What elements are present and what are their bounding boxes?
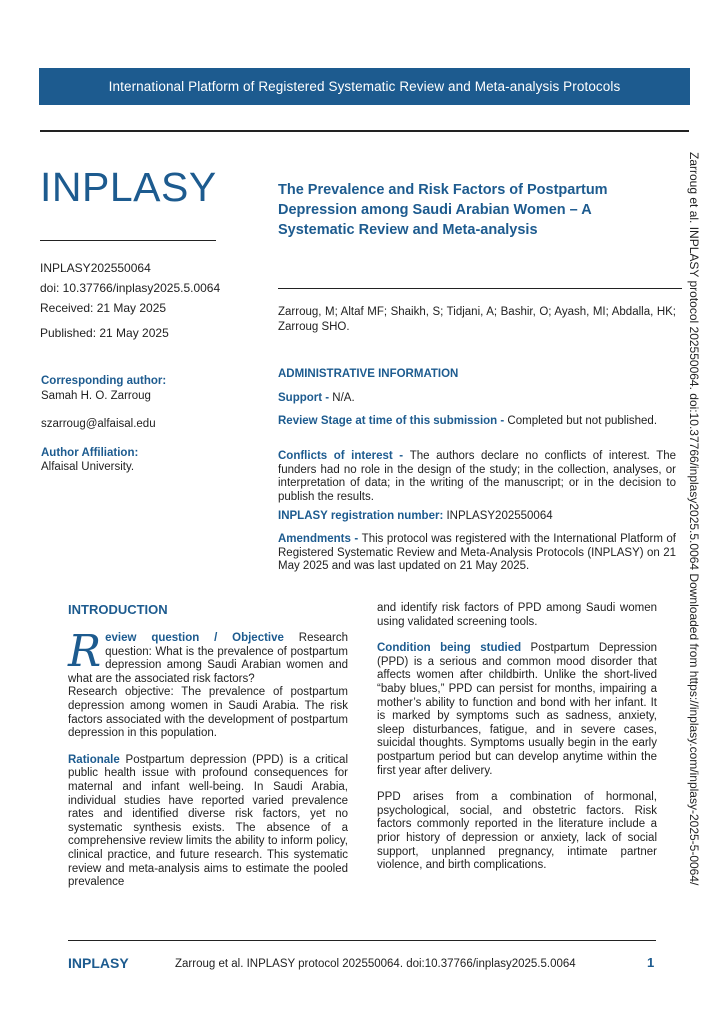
admin-heading: ADMINISTRATIVE INFORMATION <box>278 368 459 380</box>
review-question-label: eview question / Objective <box>105 632 284 644</box>
drop-cap: R <box>68 626 102 677</box>
amendments-value: This protocol was registered with the International Platform of Registered Systematic Review and Meta-Analysis Protocols (INPLASY) on 21 May 2025 and was last updated on 21 May 2025. <box>278 533 676 572</box>
support-label: Support - <box>278 392 333 404</box>
right-column <box>377 602 657 873</box>
amendments-label: Amendments - <box>278 533 362 545</box>
brand-rule <box>40 240 216 241</box>
top-rule <box>40 130 689 132</box>
condition-label: Condition being studied <box>377 642 522 655</box>
rationale-paragraph <box>68 754 348 890</box>
support-value: N/A. <box>332 392 355 404</box>
title-rule <box>278 288 682 289</box>
inplasy-logo: INPLASY <box>40 164 217 210</box>
corresponding-author-name: Samah H. O. Zarroug <box>41 390 151 402</box>
conflicts-label: Conflicts of interest - <box>278 450 410 462</box>
doi-link[interactable]: doi: 10.37766/inplasy2025.5.0064 <box>40 281 221 295</box>
amendments-info <box>278 533 676 574</box>
author-list: Zarroug, M; Altaf MF; Shaikh, S; Tidjani, A; Bashir, O; Ayash, MI; Abdalla, HK; Zarroug SHO. <box>278 306 676 333</box>
introduction-heading: INTRODUCTION <box>68 602 168 617</box>
footer-rule <box>68 940 656 941</box>
author-email[interactable]: szarroug@alfaisal.edu <box>41 418 156 430</box>
conflicts-info <box>278 450 676 504</box>
side-download-note: Zarroug et al. INPLASY protocol 202550064. doi:10.37766/inplasy2025.5.0064 Downloaded from https://inplasy.com/inplasy-2025-5-0064/ <box>687 152 701 886</box>
review-stage-value: Completed but not published. <box>507 415 658 427</box>
review-stage-info <box>278 415 676 429</box>
condition-text: Postpartum Depression (PPD) is a serious and common mood disorder that affects women after childbirth. Unlike the short-lived “baby blues,” PPD can persist for months, impairing a mother’s ability to function and bond with her infant. It is marked by symptoms such as sadness, anxiety, sleep disturbances, fatigue, and in severe cases, suicidal thoughts. Symptoms usually begin in the early postpartum period but can develop anytime within the first year after delivery. <box>377 642 657 777</box>
condition-paragraph <box>377 642 657 778</box>
rationale-text: Postpartum depression (PPD) is a critical public health issue with profound consequences for maternal and infant well-being. In Saudi Arabia, individual studies have reported varied prevalence rates and identified diverse risk factors, yet no systematic synthesis exists. The absence of a comprehensive review limits the ability to inform policy, clinical practice, and future research. This systematic review and meta-analysis aims to estimate the pooled prevalence <box>68 753 348 889</box>
conflicts-value: The authors declare no conflicts of interest. The funders had no role in the design of the study; in the collection, analyses, or interpretation of data; in the writing of the manuscript; or in the decision to publish the results. <box>278 450 677 503</box>
received-date: Received: 21 May 2025 <box>40 301 167 315</box>
review-stage-label: Review Stage at time of this submission - <box>278 415 508 427</box>
registration-number-info <box>278 510 676 524</box>
review-question-paragraph <box>68 626 348 686</box>
support-info <box>278 392 676 406</box>
paper-title: The Prevalence and Risk Factors of Postpartum Depression among Saudi Arabian Women – A Systematic Review and Meta-analysis <box>278 182 608 238</box>
published-date: Published: 21 May 2025 <box>40 326 169 340</box>
registration-number-value: INPLASY202550064 <box>446 510 553 522</box>
registration-id: INPLASY202550064 <box>40 261 151 275</box>
left-column <box>68 626 348 890</box>
rationale-continued: and identify risk factors of PPD among Saudi women using validated screening tools. <box>377 602 657 628</box>
rationale-label: Rationale <box>68 753 120 766</box>
corresponding-author-label: Corresponding author: <box>41 375 167 387</box>
affiliation-text: Alfaisal University. <box>41 461 135 473</box>
review-question-text: Research question: What is the prevalence of postpartum depression among Saudi Arabian women and what are the associated risk factors? <box>68 632 348 685</box>
causes-paragraph: PPD arises from a combination of hormonal, psychological, social, and obstetric factors. Risk factors commonly reported in the literature include a prior history of depression or anxiety, lack of social support, unplanned pregnancy, intimate partner violence, and birth complications. <box>377 791 657 872</box>
registration-number-label: INPLASY registration number: <box>278 510 447 522</box>
header-banner: International Platform of Registered Systematic Review and Meta-analysis Protocols <box>39 68 690 105</box>
page-number: 1 <box>647 955 655 970</box>
footer-citation: Zarroug et al. INPLASY protocol 202550064. doi:10.37766/inplasy2025.5.0064 <box>175 958 576 970</box>
research-objective: Research objective: The prevalence of postpartum depression among women in Saudi Arabia. The risk factors associated with the development of postpartum depression in this population. <box>68 686 348 740</box>
footer-brand: INPLASY <box>68 955 129 971</box>
affiliation-label: Author Affiliation: <box>41 447 139 459</box>
